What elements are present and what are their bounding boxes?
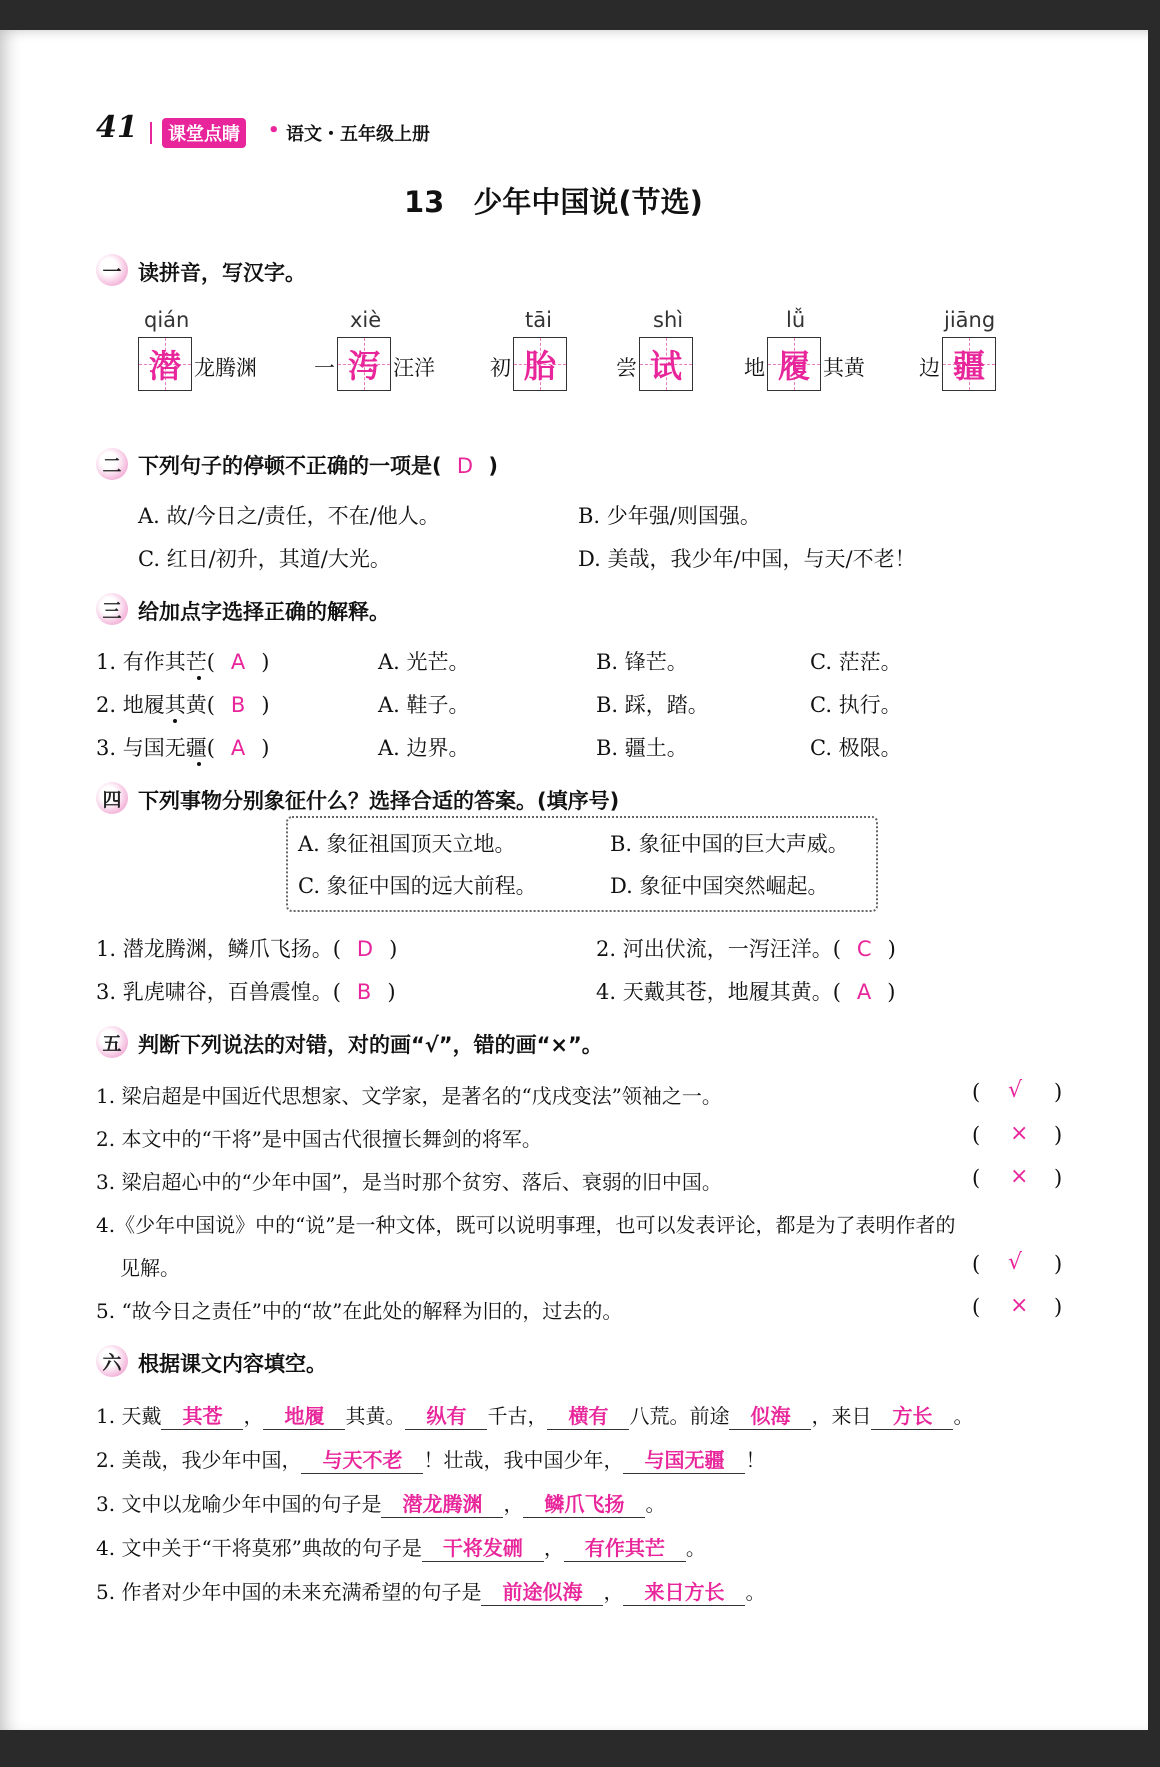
- section-6-title: 根据课文内容填空。: [138, 1352, 327, 1376]
- s5-item-4-close: ): [1054, 1252, 1063, 1276]
- fill-blank: 来日方长: [623, 1576, 745, 1606]
- s5-item-5-open: (: [972, 1295, 981, 1319]
- pinyin-2: xiè: [350, 308, 382, 332]
- pinyin-1: qián: [144, 308, 190, 332]
- s5-item-4-line2: 见解。: [120, 1256, 180, 1280]
- section-6-badge: 六: [96, 1345, 128, 1377]
- page-number: 41: [96, 110, 138, 145]
- emphasis-dot: [197, 762, 201, 766]
- emphasis-dot: [173, 719, 177, 723]
- s5-item-5: 5. “故今日之责任”中的“故”在此处的解释为旧的，过去的。: [96, 1299, 623, 1323]
- s4-item-1: 1. 潜龙腾渊，鳞爪飞扬。( D ): [96, 937, 398, 961]
- s3-row-2-a: A. 鞋子。: [378, 693, 470, 717]
- s3-row-2-c: C. 执行。: [810, 693, 902, 717]
- emphasis-dot: [197, 676, 201, 680]
- word-2-before: 一: [314, 356, 335, 380]
- section-1-badge: 一: [96, 254, 128, 286]
- s4-item-2: 2. 河出伏流，一泻汪洋。( C ): [596, 937, 896, 961]
- fill-blank: 地履: [263, 1400, 345, 1430]
- s6-line-3: 3. 文中以龙喻少年中国的句子是 潜龙腾渊 ， 鳞爪飞扬 。: [96, 1488, 665, 1518]
- s5-item-1-open: (: [972, 1080, 981, 1104]
- fill-blank: 有作其芒: [564, 1532, 686, 1562]
- s3-row-1-answer: A: [230, 650, 246, 674]
- section-2-question: 下列句子的停顿不正确的一项是(: [138, 454, 442, 478]
- fill-blank: 纵有: [405, 1400, 487, 1430]
- s5-item-2: 2. 本文中的“干将”是中国古代很擅长舞剑的将军。: [96, 1127, 542, 1151]
- s3-row-3-question: 3. 与国无疆( A ): [96, 736, 270, 760]
- s5-item-4: 4.《少年中国说》中的“说”是一种文体，既可以说明事理，也可以发表评论，都是为了表明作者的: [96, 1213, 956, 1237]
- option-c: C. 红日/初升，其道/大光。: [138, 547, 391, 571]
- header-dot: •: [268, 120, 280, 141]
- fill-blank: 似海: [729, 1400, 811, 1430]
- s5-item-3-open: (: [972, 1166, 981, 1190]
- s4-item-3-answer: B: [356, 980, 372, 1004]
- section-4-title: 下列事物分别象征什么？选择合适的答案。(填序号): [138, 789, 620, 813]
- section-3-badge: 三: [96, 593, 128, 625]
- s3-row-1-b: B. 锋芒。: [596, 650, 688, 674]
- pinyin-5: lǚ: [786, 308, 806, 332]
- fill-blank: 与天不老: [301, 1444, 423, 1474]
- s3-row-3-a: A. 边界。: [378, 736, 470, 760]
- box-option-a: A. 象征祖国顶天立地。: [298, 832, 516, 856]
- brand-badge: 课堂点睛: [162, 118, 246, 148]
- s5-item-5-mark: ×: [1010, 1293, 1029, 1318]
- s5-item-1: 1. 梁启超是中国近代思想家、文学家，是著名的“戊戌变法”领袖之一。: [96, 1084, 722, 1108]
- page-title: 13 少年中国说(节选): [404, 185, 703, 219]
- s4-item-1-answer: D: [356, 937, 374, 961]
- s3-row-1-question: 1. 有作其芒( A ): [96, 650, 270, 674]
- box-option-d: D. 象征中国突然崛起。: [610, 874, 829, 898]
- s5-item-3-close: ): [1054, 1166, 1063, 1190]
- s3-row-3-c: C. 极限。: [810, 736, 902, 760]
- word-1-after: 龙腾渊: [194, 356, 257, 380]
- s5-item-4-open: (: [972, 1252, 981, 1276]
- subject-label: 语文・五年级上册: [286, 124, 430, 145]
- char-box-6: 疆: [942, 337, 996, 391]
- s3-row-3-answer: A: [230, 736, 246, 760]
- s3-row-2-answer: B: [230, 693, 246, 717]
- s3-row-1-c: C. 茫茫。: [810, 650, 902, 674]
- word-5-after: 其黄: [823, 356, 865, 380]
- s3-row-3-b: B. 疆土。: [596, 736, 688, 760]
- char-box-1: 潜: [138, 337, 192, 391]
- fill-blank: 潜龙腾渊: [381, 1488, 503, 1518]
- fill-blank: 与国无疆: [623, 1444, 745, 1474]
- s5-item-2-open: (: [972, 1123, 981, 1147]
- char-box-4: 试: [639, 337, 693, 391]
- s5-item-1-close: ): [1054, 1080, 1063, 1104]
- s6-line-1: 1. 天戴 其苍 ， 地履 其黄。 纵有 千古， 横有 八荒。前途 似海 ，来日 方长 。: [96, 1400, 973, 1430]
- s5-item-2-mark: ×: [1010, 1121, 1029, 1146]
- s4-item-3: 3. 乳虎啸谷，百兽震惶。( B ): [96, 980, 396, 1004]
- char-box-5: 履: [767, 337, 821, 391]
- section-5-badge: 五: [96, 1026, 128, 1058]
- fill-blank: 其苍: [161, 1400, 243, 1430]
- word-3-before: 初: [490, 356, 511, 380]
- pinyin-6: jiāng: [944, 308, 996, 332]
- section-4-badge: 四: [96, 782, 128, 814]
- fill-blank: 横有: [547, 1400, 629, 1430]
- word-5-before: 地: [744, 356, 765, 380]
- s4-item-4: 4. 天戴其苍，地履其黄。( A ): [596, 980, 896, 1004]
- option-a: A. 故/今日之/责任，不在/他人。: [138, 504, 440, 528]
- s5-item-3-mark: ×: [1010, 1164, 1029, 1189]
- s5-item-1-mark: √: [1008, 1078, 1023, 1103]
- s5-item-3: 3. 梁启超心中的“少年中国”，是当时那个贫穷、落后、衰弱的旧中国。: [96, 1170, 722, 1194]
- s5-item-5-close: ): [1054, 1295, 1063, 1319]
- section-2-badge: 二: [96, 448, 128, 480]
- fill-blank: 方长: [871, 1400, 953, 1430]
- section-1-title: 读拼音，写汉字。: [138, 261, 306, 285]
- char-box-3: 胎: [513, 337, 567, 391]
- section-5-title: 判断下列说法的对错，对的画“√”，错的画“×”。: [138, 1033, 603, 1057]
- workbook-page: [0, 30, 1148, 1730]
- option-d: D. 美哉，我少年/中国，与天/不老！: [578, 547, 916, 571]
- word-2-after: 汪洋: [393, 356, 435, 380]
- section-3-title: 给加点字选择正确的解释。: [138, 600, 390, 624]
- s5-item-2-close: ): [1054, 1123, 1063, 1147]
- fill-blank: 鳞爪飞扬: [523, 1488, 645, 1518]
- s5-item-4-mark: √: [1008, 1250, 1023, 1275]
- fill-blank: 前途似海: [481, 1576, 603, 1606]
- pinyin-3: tāi: [525, 308, 552, 332]
- pinyin-4: shì: [653, 308, 684, 332]
- s3-row-2-question: 2. 地履其黄( B ): [96, 693, 270, 717]
- box-option-b: B. 象征中国的巨大声威。: [610, 832, 849, 856]
- char-box-2: 泻: [337, 337, 391, 391]
- section-2-close-paren: ): [488, 454, 499, 478]
- s3-row-1-a: A. 光芒。: [378, 650, 470, 674]
- s6-line-5: 5. 作者对少年中国的未来充满希望的句子是 前途似海 ， 来日方长 。: [96, 1576, 765, 1606]
- option-b: B. 少年强/则国强。: [578, 504, 761, 528]
- header-divider: [150, 122, 152, 144]
- word-4-before: 尝: [616, 356, 637, 380]
- box-option-c: C. 象征中国的远大前程。: [298, 874, 537, 898]
- s6-line-4: 4. 文中关于“干将莫邪”典故的句子是 干将发硎 ， 有作其芒 。: [96, 1532, 706, 1562]
- section-2-answer: D: [456, 454, 474, 478]
- s4-item-4-answer: A: [856, 980, 872, 1004]
- s3-row-2-b: B. 踩，踏。: [596, 693, 709, 717]
- word-6-before: 边: [919, 356, 940, 380]
- fill-blank: 干将发硎: [422, 1532, 544, 1562]
- s6-line-2: 2. 美哉，我少年中国， 与天不老 ！壮哉，我中国少年， 与国无疆 ！: [96, 1444, 765, 1474]
- section-2-title: [138, 450, 498, 480]
- s4-item-2-answer: C: [856, 937, 872, 961]
